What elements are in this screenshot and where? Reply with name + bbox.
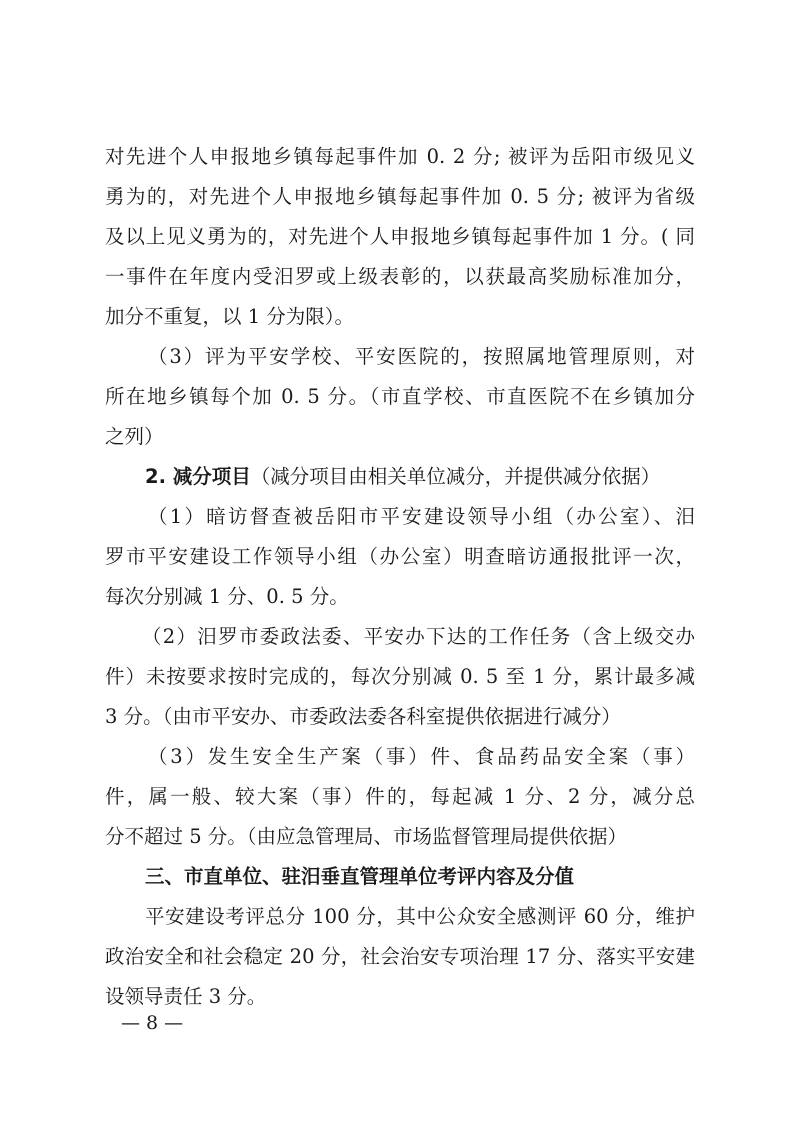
paragraph-line: 及以上见义勇为的，对先进个人申报地乡镇每起事件加 1 分。( 同 [105, 225, 695, 248]
section-heading-3: 三、市直单位、驻汨垂直管理单位考评内容及分值 [145, 865, 575, 888]
paragraph-line: 之列） [105, 425, 164, 448]
paragraph-line: （3）评为平安学校、平安医院的，按照属地管理原则，对 [148, 345, 695, 368]
paragraph-line: （1）暗访督查被岳阳市平安建设领导小组（办公室）、汨 [148, 505, 695, 528]
page-number: — 8 — [121, 1012, 184, 1034]
paragraph-line: 所在地乡镇每个加 0. 5 分。（市直学校、市直医院不在乡镇加分 [105, 385, 695, 408]
paragraph-line: 3 分。（由市平安办、市委政法委各科室提供依据进行减分） [105, 705, 621, 728]
paragraph-line: 每次分别减 1 分、0. 5 分。 [105, 585, 349, 608]
heading-note: （减分项目由相关单位减分，并提供减分依据） [250, 465, 661, 488]
paragraph-line: 对先进个人申报地乡镇每起事件加 0. 2 分; 被评为岳阳市级见义 [105, 145, 695, 168]
paragraph-line: 分不超过 5 分。（由应急管理局、市场监督管理局提供依据） [105, 825, 628, 848]
paragraph-line: 一事件在年度内受汨罗或上级表彰的，以获最高奖励标准加分， [105, 265, 695, 288]
paragraph-line: 件，属一般、较大案（事）件的，每起减 1 分、2 分，减分总 [105, 785, 695, 808]
paragraph-line: 加分不重复，以 1 分为限）。 [105, 305, 355, 328]
paragraph-line: （2）汨罗市委政法委、平安办下达的工作任务（含上级交办 [142, 625, 695, 648]
paragraph-line: （3）发生安全生产案（事）件、食品药品安全案（事） [148, 745, 695, 768]
heading-label: 2. 减分项目 [145, 465, 251, 488]
paragraph-line: 罗市平安建设工作领导小组（办公室）明查暗访通报批评一次， [105, 545, 695, 568]
paragraph-line: 勇为的，对先进个人申报地乡镇每起事件加 0. 5 分; 被评为省级 [105, 185, 695, 208]
paragraph-line: 设领导责任 3 分。 [105, 985, 267, 1008]
section-heading-deductions [145, 464, 695, 490]
paragraph-line: 平安建设考评总分 100 分，其中公众安全感测评 60 分，维护 [145, 905, 695, 928]
paragraph-line: 政治安全和社会稳定 20 分，社会治安专项治理 17 分、落实平安建 [105, 945, 695, 968]
paragraph-line: 件）未按要求按时完成的，每次分别减 0. 5 至 1 分，累计最多减 [105, 665, 695, 688]
